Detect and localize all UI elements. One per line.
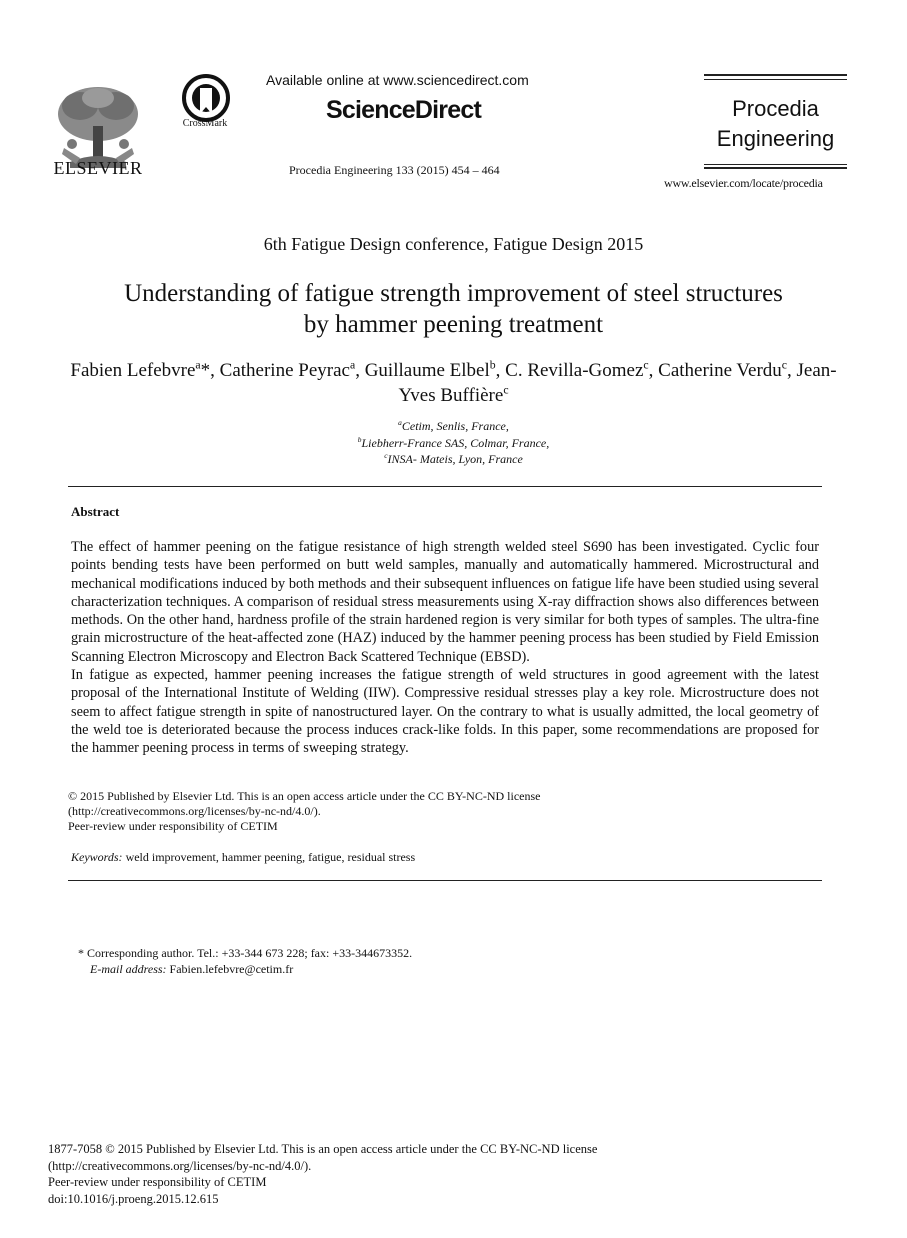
author-name: Catherine Peyrac xyxy=(219,360,350,381)
publisher-name: ELSEVIER xyxy=(53,158,143,178)
journal-title-rule xyxy=(704,164,847,165)
footer-license-link[interactable]: (http://creativecommons.org/licenses/by-nc-nd/4.0/). xyxy=(48,1158,312,1173)
email-line xyxy=(78,961,412,977)
footer-peer-review: Peer-review under responsibility of CETIM xyxy=(48,1175,267,1189)
affiliation-text: INSA- Mateis, Lyon, France xyxy=(387,452,523,466)
author-affiliation-mark: c xyxy=(643,358,649,372)
affiliation-mark: c xyxy=(384,451,388,460)
keywords xyxy=(71,850,415,865)
abstract-paragraph: The effect of hammer peening on the fatigue resistance of high strength welded steel S690 has been investigated. Cyclic four points bending tests have been performed on butt weld samples, manually and automatically hammered. Microstructural and mechanical modifications induced by both methods and their subsequent influences on fatigue life have been studied using several characterization techniques. A comparison of residual stress measurements using X-ray diffraction shows also differences between methods. On the other hand, hardness profile of the strain hardened region is very similar for both types of samples. The ultra-fine grain microstructure of the heat-affected zone (HAZ) induced by the hammer peening process has been studied by Field Emission Scanning Electron Microscopy and Electron Back Scattered Technique (EBSD). xyxy=(71,539,819,665)
author-name: Catherine Verdu xyxy=(658,360,782,381)
corresponding-author-note xyxy=(78,945,412,977)
journal-reference: Procedia Engineering 133 (2015) 454 – 464 xyxy=(289,163,500,177)
author-name: C. Revilla-Gomez xyxy=(505,360,644,381)
author-affiliation-mark: c xyxy=(781,358,788,372)
affiliation-list xyxy=(0,418,907,468)
author-separator: , xyxy=(355,360,365,381)
article-title-line: Understanding of fatigue strength improvement of steel structures xyxy=(124,280,783,307)
abstract-top-rule xyxy=(68,486,822,487)
affiliation-mark: a xyxy=(398,418,402,427)
abstract-body xyxy=(71,538,819,758)
journal-title-rule xyxy=(704,79,847,80)
journal-url-link[interactable]: www.elsevier.com/locate/procedia xyxy=(664,176,823,190)
keywords-list: weld improvement, hammer peening, fatigue, residual stress xyxy=(125,850,416,864)
abstract-paragraph: In fatigue as expected, hammer peening increases the fatigue strength of weld structures in good agreement with the latest proposal of the International Institute of Welding (IIW). Compressive residual stresses play a key role. Microstructure does not seem to affect fatigue strength in spite of nanostructured layer. On the contrary to what is usually admitted, the local geometry of the weld toe is deteriorated because the process induces crack-like folds. In this paper, some recommendations are proposed for the hammer peening process in terms of sweeping strategy. xyxy=(71,667,819,757)
footer-issn-line: 1877-7058 © 2015 Published by Elsevier Ltd. This is an open access article under the CC BY-NC-ND license xyxy=(48,1142,598,1156)
affiliation-item xyxy=(0,418,907,435)
peer-review-line: Peer-review under responsibility of CETIM xyxy=(68,819,278,833)
journal-title xyxy=(704,94,847,154)
article-title xyxy=(60,278,847,340)
affiliation-text: Cetim, Senlis, France, xyxy=(401,419,509,433)
author-separator: , xyxy=(787,360,797,381)
author-separator: , xyxy=(648,360,659,381)
keywords-label: Keywords: xyxy=(71,850,123,864)
author-affiliation-mark: b xyxy=(489,358,496,372)
email-label: E-mail address: xyxy=(90,962,167,976)
license-notice xyxy=(68,789,540,834)
journal-title-rule xyxy=(704,167,847,169)
abstract-heading: Abstract xyxy=(71,504,120,519)
crossmark-label: CrossMark xyxy=(182,118,228,129)
journal-title-rule xyxy=(704,74,847,76)
author-list xyxy=(60,358,847,408)
sciencedirect-wordmark: ScienceDirect xyxy=(326,96,481,124)
author-separator: *, xyxy=(200,360,220,381)
affiliation-mark: b xyxy=(357,434,362,444)
author-affiliation-mark: c xyxy=(503,383,509,397)
author-affiliation-mark: a xyxy=(349,358,356,372)
license-link[interactable]: (http://creativecommons.org/licenses/by-nc-nd/4.0/). xyxy=(68,804,321,818)
article-title-line: by hammer peening treatment xyxy=(303,311,604,338)
abstract-bottom-rule xyxy=(68,880,822,881)
author-affiliation-mark: a xyxy=(195,358,201,372)
author-name: Guillaume Elbel xyxy=(364,360,490,381)
conference-name: 6th Fatigue Design conference, Fatigue Design 2015 xyxy=(263,234,644,254)
author-name: Fabien Lefebvre xyxy=(70,360,196,381)
affiliation-item xyxy=(0,435,907,452)
corresponding-author-line: * Corresponding author. Tel.: +33-344 673 228; fax: +33-344673352. xyxy=(78,946,413,960)
affiliation-item xyxy=(0,451,907,468)
email-address-link[interactable]: Fabien.lefebvre@cetim.fr xyxy=(169,962,294,976)
page-footer xyxy=(48,1141,597,1207)
journal-title-line: Engineering xyxy=(716,126,835,151)
footer-doi-link[interactable]: doi:10.1016/j.proeng.2015.12.615 xyxy=(48,1191,219,1206)
available-online-text: Available online at www.sciencedirect.com xyxy=(266,72,529,88)
license-line: © 2015 Published by Elsevier Ltd. This is an open access article under the CC BY-NC-ND license xyxy=(68,789,541,803)
journal-title-line: Procedia xyxy=(732,96,819,121)
affiliation-text: Liebherr-France SAS, Colmar, France, xyxy=(361,435,550,450)
author-name: Jean-Yves Buffière xyxy=(398,360,837,406)
author-separator: , xyxy=(495,360,506,381)
